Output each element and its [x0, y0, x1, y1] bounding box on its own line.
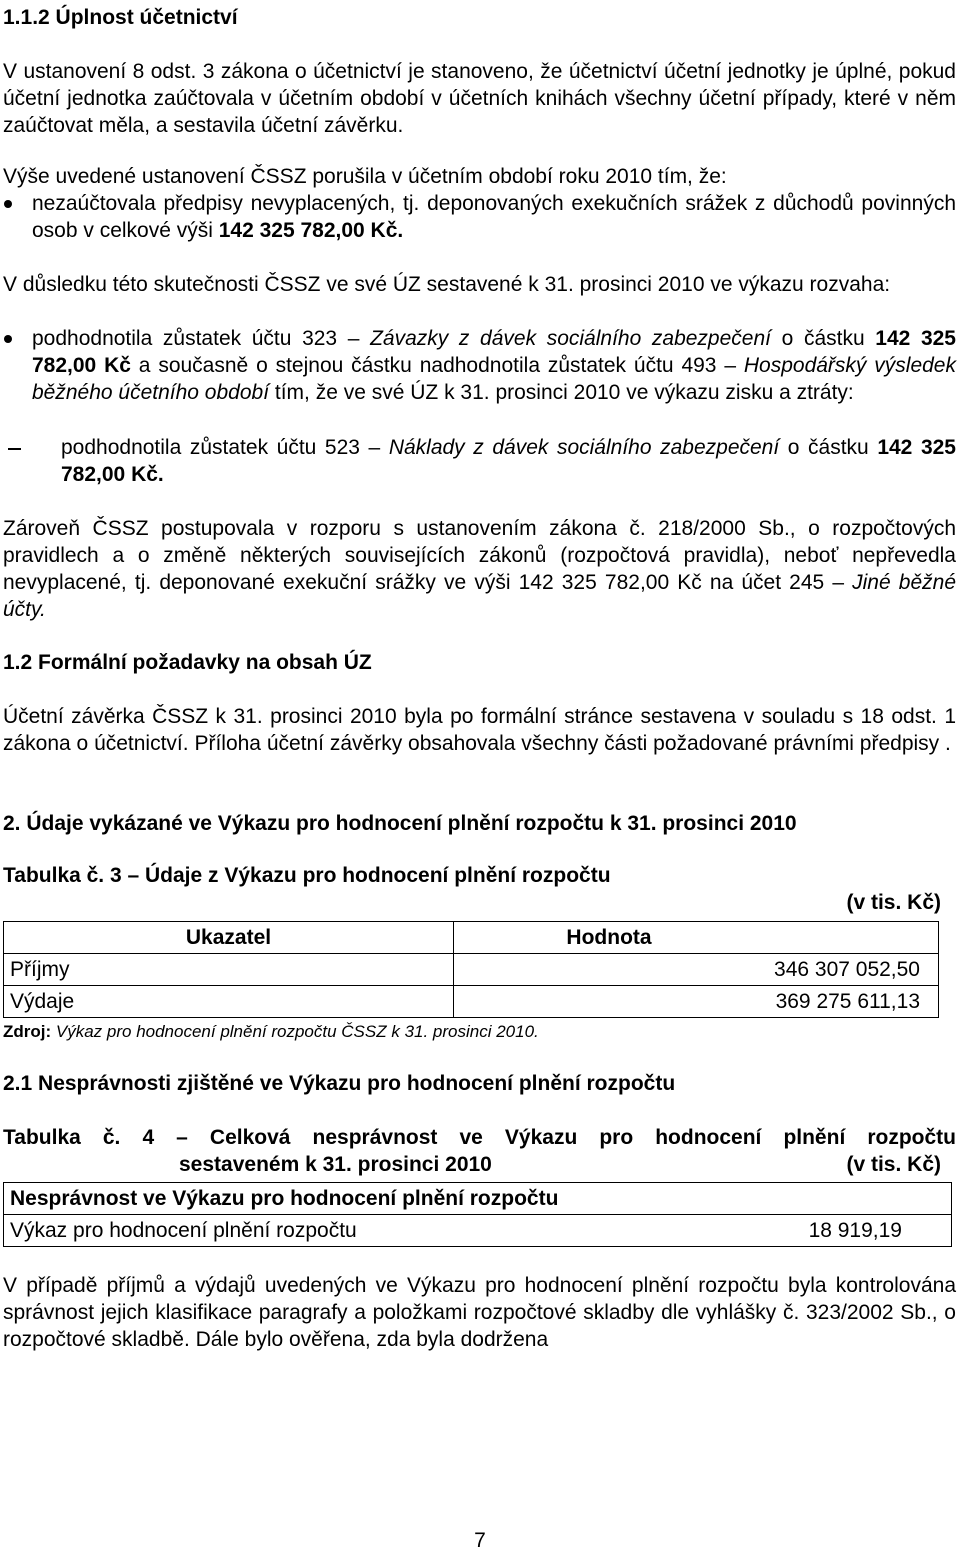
bullet-icon: [4, 335, 12, 343]
table-row: [4, 986, 939, 1018]
paragraph: V případě příjmů a výdajů uvedených ve Výkazu pro hodnocení plnění rozpočtu byla kontrolována správnost jejich klasifikace paragrafy a položkami rozpočtové skladby dle vyhlášky č. 323/2002 Sb., o rozpočtové skladbě. Dále bylo ověřena, zda byla dodržena: [3, 1274, 956, 1351]
source-text: Výkaz pro hodnocení plnění rozpočtu ČSSZ k 31. prosinci 2010.: [51, 1022, 539, 1041]
account-name: Závazky z dávek sociálního zabezpečení: [370, 327, 771, 350]
bullet-text: tím, že ve své ÚZ k 31. prosinci 2010 ve výkazu zisku a ztráty:: [269, 381, 854, 404]
table-source: [3, 1021, 956, 1043]
table-header-cell: Nesprávnost ve Výkazu pro hodnocení plnění rozpočtu: [4, 1183, 952, 1215]
section-heading: 1.2 Formální požadavky na obsah ÚZ: [3, 651, 372, 674]
table-row: [4, 1215, 952, 1247]
table-cell: Příjmy: [4, 954, 454, 986]
row-value: 18 919,19: [808, 1219, 902, 1242]
paragraph: V ustanovení 8 odst. 3 zákona o účetnictví je stanoveno, že účetnictví účetní jednotky je úplné, pokud účetní jednotka zaúčtovala v účetním období v účetních knihách všechny účetní případy, které v něm zaúčtovat měla, a sestavila účetní závěrku.: [3, 60, 956, 137]
bullet-text: a současně o stejnou částku nadhodnotila zůstatek účtu 493 –: [130, 354, 744, 377]
table-header-cell: Hodnota: [454, 922, 939, 954]
amount: 142 325 782,00 Kč.: [218, 219, 404, 242]
table-header-row: [4, 922, 939, 954]
bullet-text: o částku: [771, 327, 876, 350]
table-cell: 369 275 611,13: [454, 986, 939, 1018]
paragraph: Účetní závěrka ČSSZ k 31. prosinci 2010 byla po formální stránce sestavena v souladu s 18 odst. 1 zákona o účetnictví. Příloha účetní závěrky obsahovala všechny části požadované právními předpisy .: [3, 705, 956, 755]
table-cell: 346 307 052,50: [454, 954, 939, 986]
section-heading: 2. Údaje vykázané ve Výkazu pro hodnocení plnění rozpočtu k 31. prosinci 2010: [3, 812, 797, 835]
dash-text: o částku: [779, 436, 878, 459]
table-caption: sestaveném k 31. prosinci 2010: [179, 1153, 492, 1176]
table-header-cell: Ukazatel: [4, 922, 454, 954]
table-caption: Tabulka č. 4 – Celková nesprávnost ve Výkazu pro hodnocení plnění rozpočtu: [3, 1126, 956, 1149]
account-name: Hospodářský výsledek běžného účetního období: [32, 354, 956, 404]
table-caption: Tabulka č. 3 – Údaje z Výkazu pro hodnocení plnění rozpočtu: [3, 864, 611, 887]
dash-item: [61, 434, 956, 488]
row-label: Výkaz pro hodnocení plnění rozpočtu: [10, 1219, 357, 1242]
paragraph: V důsledku této skutečnosti ČSSZ ve své ÚZ sestavené k 31. prosinci 2010 ve výkazu rozvaha:: [3, 273, 891, 296]
section-heading: 1.1.2 Úplnost účetnictví: [3, 6, 238, 29]
bullet-item: [32, 325, 956, 406]
paragraph: [3, 515, 956, 623]
dash-text: podhodnotila zůstatek účtu 523 –: [61, 436, 389, 459]
table-cell: Výdaje: [4, 986, 454, 1018]
table-unit: (v tis. Kč): [846, 1153, 941, 1176]
account-name: Jiné běžné účty.: [3, 571, 956, 621]
section-heading: 2.1 Nesprávnosti zjištěné ve Výkazu pro hodnocení plnění rozpočtu: [3, 1072, 676, 1095]
paragraph-text: Zároveň ČSSZ postupovala v rozporu s ustanovením zákona č. 218/2000 Sb., o rozpočtových pravidlech a o změně některých souvisejících zákonů (rozpočtová pravidla), neboť nepřevedla nevyplacené, tj. deponované exekuční srážky ve výši 142 325 782,00 Kč na účet 245 –: [3, 517, 956, 594]
account-name: Náklady z dávek sociálního zabezpečení: [388, 436, 780, 459]
bullet-icon: [4, 200, 12, 208]
amount: 142 325 782,00 Kč: [32, 327, 956, 377]
dash-icon: [8, 448, 21, 450]
inaccuracy-table: [3, 1182, 952, 1247]
amount: 142 325 782,00 Kč.: [61, 436, 956, 486]
table-header-row: [4, 1183, 952, 1215]
budget-table: [3, 921, 939, 1018]
page-number: 7: [474, 1529, 486, 1552]
table-unit: (v tis. Kč): [846, 891, 941, 914]
source-label: Zdroj:: [3, 1022, 52, 1041]
paragraph: Výše uvedené ustanovení ČSSZ porušila v účetním období roku 2010 tím, že:: [3, 165, 727, 188]
bullet-text: nezaúčtovala předpisy nevyplacených, tj. deponovaných exekučních srážek z důchodů povinných osob v celkové výši: [32, 192, 956, 242]
table-cell: [4, 1215, 952, 1247]
bullet-item: [32, 190, 956, 244]
table-row: [4, 954, 939, 986]
bullet-text: podhodnotila zůstatek účtu 323 –: [32, 327, 371, 350]
